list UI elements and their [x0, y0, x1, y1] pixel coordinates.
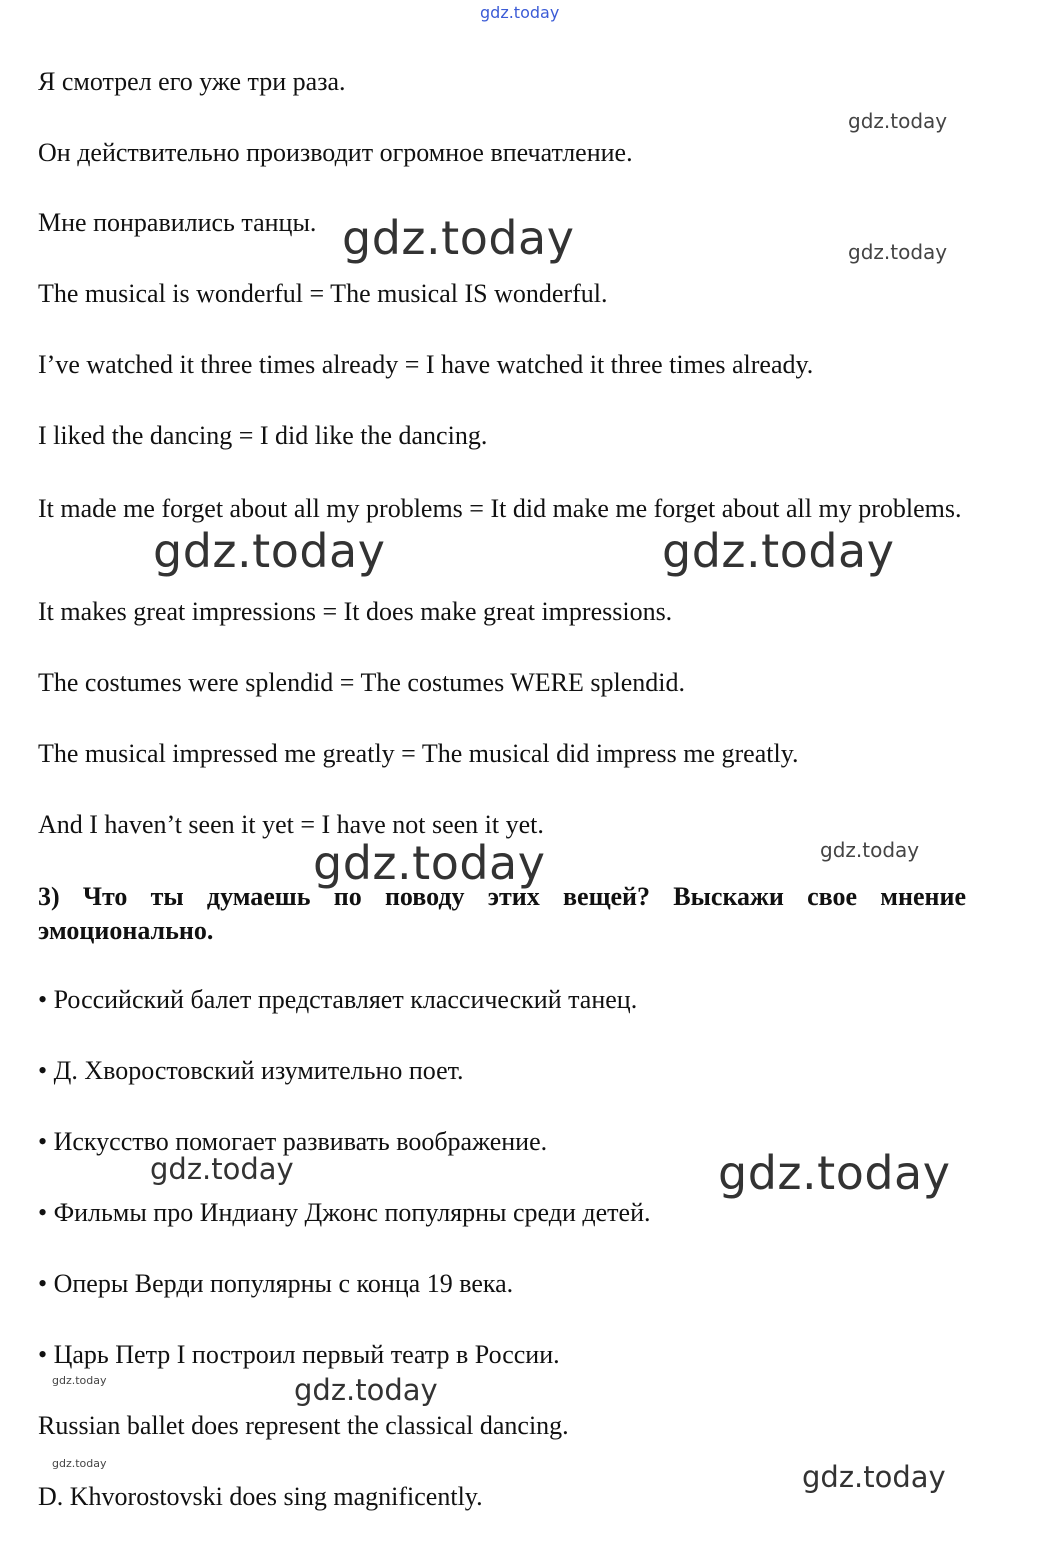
- bullet-item: • Искусство помогает развивать воображение.: [38, 1127, 548, 1156]
- bullet-item: • Царь Петр I построил первый театр в России.: [38, 1340, 560, 1369]
- text-line: The musical impressed me greatly = The musical did impress me greatly.: [38, 739, 799, 768]
- text-line: And I haven’t seen it yet = I have not seen it yet.: [38, 810, 544, 839]
- watermark: gdz.today: [153, 524, 386, 578]
- text-line: I’ve watched it three times already = I have watched it three times already.: [38, 350, 814, 379]
- bullet-item: • Российский балет представляет классический танец.: [38, 985, 638, 1014]
- watermark: gdz.today: [52, 1457, 107, 1470]
- text-line: Мне понравились танцы.: [38, 208, 317, 237]
- watermark: gdz.today: [820, 838, 920, 862]
- text-line: The costumes were splendid = The costumes WERE splendid.: [38, 668, 685, 697]
- watermark: gdz.today: [662, 524, 895, 578]
- text-line: It makes great impressions = It does make great impressions.: [38, 597, 673, 626]
- watermark: gdz.today: [313, 836, 546, 890]
- bullet-item: • Фильмы про Индиану Джонс популярны среди детей.: [38, 1198, 651, 1227]
- text-line: The musical is wonderful = The musical IS wonderful.: [38, 279, 608, 308]
- watermark: gdz.today: [52, 1374, 107, 1387]
- answer-line: Russian ballet does represent the classical dancing.: [38, 1411, 569, 1440]
- watermark: gdz.today: [848, 109, 948, 133]
- bullet-item: • Оперы Верди популярны с конца 19 века.: [38, 1269, 514, 1298]
- task-heading: 3) Что ты думаешь по поводу этих вещей? Выскажи свое мнение эмоционально.: [38, 882, 966, 945]
- watermark: gdz.today: [294, 1373, 438, 1407]
- text-line: Он действительно производит огромное впечатление.: [38, 138, 633, 167]
- watermark-top: gdz.today: [480, 3, 560, 22]
- watermark: gdz.today: [718, 1146, 951, 1200]
- watermark: gdz.today: [848, 240, 948, 264]
- watermark: gdz.today: [802, 1460, 946, 1494]
- text-line: Я смотрел его уже три раза.: [38, 67, 346, 96]
- answer-line: D. Khvorostovski does sing magnificently.: [38, 1482, 483, 1511]
- watermark: gdz.today: [150, 1152, 294, 1186]
- bullet-item: • Д. Хворостовский изумительно поет.: [38, 1056, 464, 1085]
- text-paragraph: It made me forget about all my problems = It did make me forget about all my problems.: [38, 494, 962, 523]
- watermark: gdz.today: [342, 211, 575, 265]
- text-line: I liked the dancing = I did like the dancing.: [38, 421, 488, 450]
